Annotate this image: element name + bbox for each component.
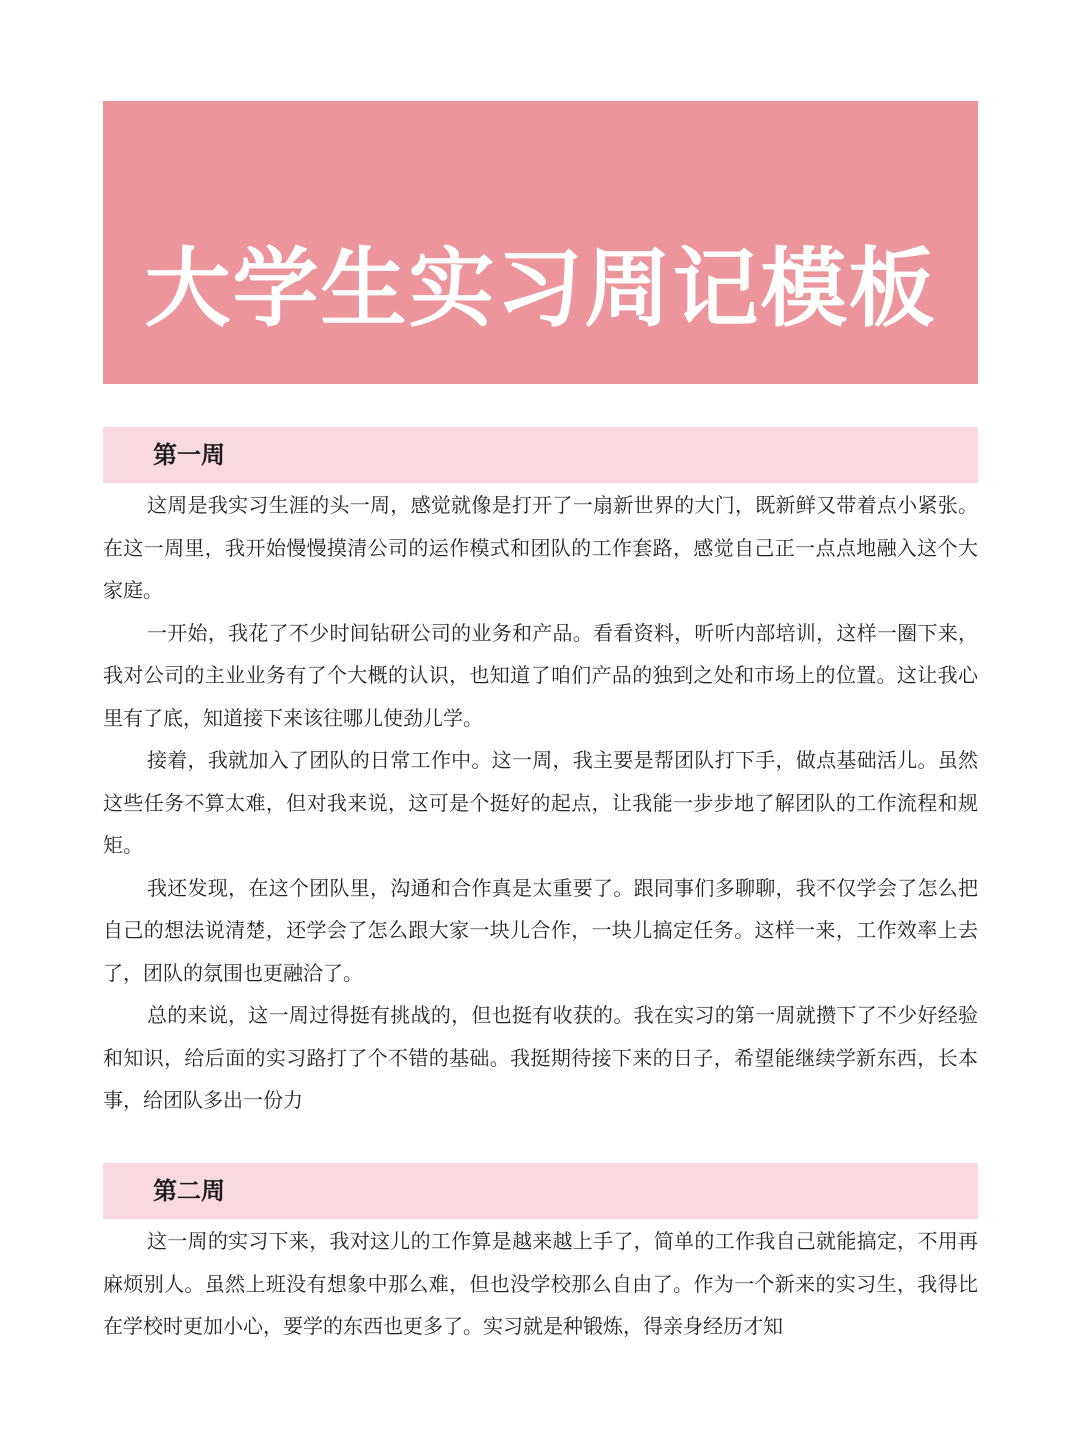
section-heading: 第一周 xyxy=(153,441,225,469)
paragraph: 这一周的实习下来，我对这儿的工作算是越来越上手了，简单的工作我自己就能搞定，不用再麻烦别人。虽然上班没有想象中那么难，但也没学校那么自由了。作为一个新来的实习生，我得比在学校时更加小心，要学的东西也更多了。实习就是种锻炼，得亲身经历才知 xyxy=(103,1229,978,1338)
paragraph: 我还发现，在这个团队里，沟通和合作真是太重要了。跟同事们多聊聊，我不仅学会了怎么把自己的想法说清楚，还学会了怎么跟大家一块儿合作，一块儿搞定任务。这样一来，工作效率上去了，团队的氛围也更融洽了。 xyxy=(103,875,978,985)
paragraph: 这周是我实习生涯的头一周，感觉就像是打开了一扇新世界的大门，既新鲜又带着点小紧张。在这一周里，我开始慢慢摸清公司的运作模式和团队的工作套路，感觉自己正一点点地融入这个大家庭。 xyxy=(103,493,978,602)
paragraph: 总的来说，这一周过得挺有挑战的，但也挺有收获的。我在实习的第一周就攒下了不少好经验和知识，给后面的实习路打了个不错的基础。我挺期待接下来的日子，希望能继续学新东西，长本事，给团队多出一份力 xyxy=(103,1003,978,1112)
section-header-week-2 xyxy=(103,1163,978,1219)
section-heading: 第二周 xyxy=(153,1177,225,1205)
section-body-week-2 xyxy=(103,1220,978,1348)
paragraph: 一开始，我花了不少时间钻研公司的业务和产品。看看资料，听听内部培训，这样一圈下来，我对公司的主业业务有了个大概的认识，也知道了咱们产品的独到之处和市场上的位置。这让我心里有了底，知道接下来该往哪儿使劲儿学。 xyxy=(103,620,978,730)
section-body-week-1 xyxy=(103,484,978,1122)
title-banner xyxy=(103,101,978,384)
page-title: 大学生实习周记模板 xyxy=(144,239,937,339)
section-header-week-1 xyxy=(103,427,978,483)
paragraph: 接着，我就加入了团队的日常工作中。这一周，我主要是帮团队打下手，做点基础活儿。虽然这些任务不算太难，但对我来说，这可是个挺好的起点，让我能一步步地了解团队的工作流程和规矩。 xyxy=(103,748,978,857)
